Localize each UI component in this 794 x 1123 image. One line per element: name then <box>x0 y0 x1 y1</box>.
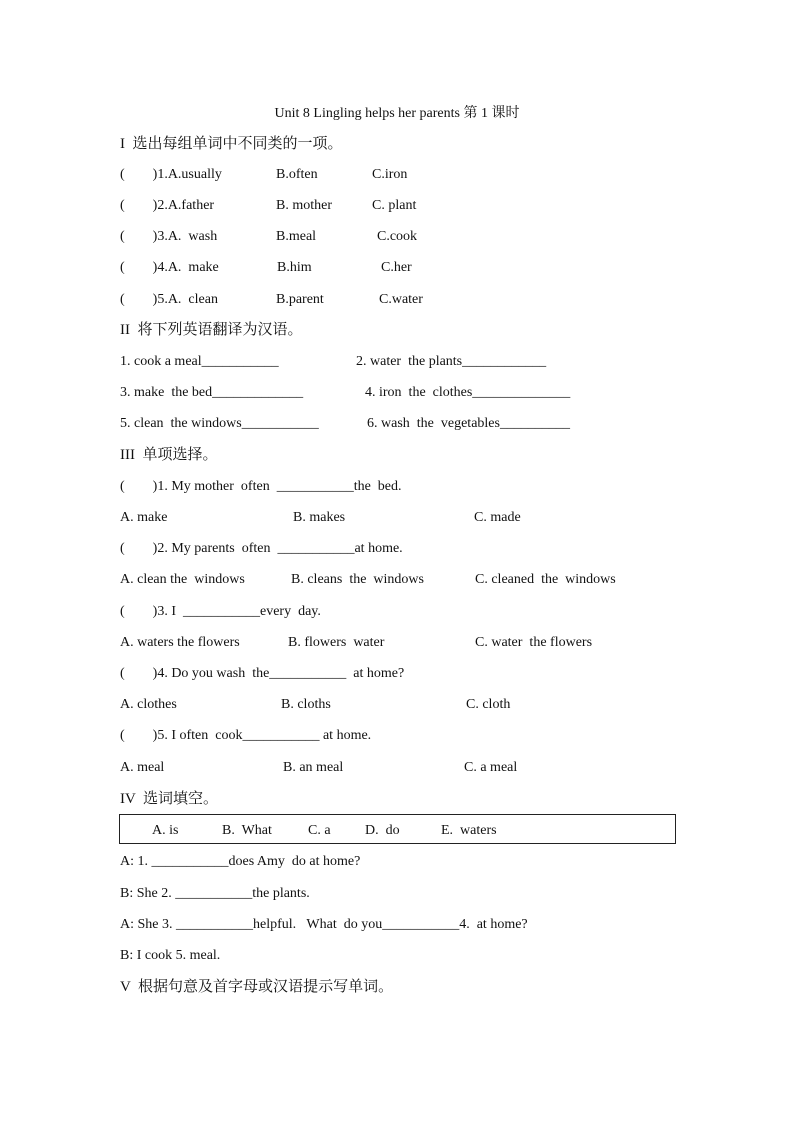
s3-q5-option-b: B. an meal <box>283 760 344 775</box>
s3-q1-stem: ( )1. My mother often ___________the bed. <box>120 479 402 494</box>
word-bank-option-d: D. do <box>365 823 400 838</box>
s3-q4-stem: ( )4. Do you wash the___________ at home? <box>120 666 405 681</box>
s3-q2-stem: ( )2. My parents often ___________at home. <box>120 541 403 556</box>
s3-q1-option-a: A. make <box>120 510 168 525</box>
section1-heading: I 选出每组单词中不同类的一项。 <box>120 136 343 152</box>
s1-item5-a: ( )5.A. clean <box>120 292 218 307</box>
s1-item1-a: ( )1.A.usually <box>120 167 222 182</box>
s3-q4-option-a: A. clothes <box>120 697 177 712</box>
s1-item2-c: C. plant <box>372 198 417 213</box>
s1-item3-c: C.cook <box>377 229 418 244</box>
s3-q2-option-c: C. cleaned the windows <box>475 572 616 587</box>
s1-item4-a: ( )4.A. make <box>120 260 219 275</box>
s1-item5-b: B.parent <box>276 292 324 307</box>
s3-q2-option-a: A. clean the windows <box>120 572 245 587</box>
s3-q5-option-c: C. a meal <box>464 760 518 775</box>
s1-item4-b: B.him <box>277 260 312 275</box>
s4-line2: B: She 2. ___________the plants. <box>120 886 310 901</box>
s3-q3-option-a: A. waters the flowers <box>120 635 240 650</box>
section3-heading: III 单项选择。 <box>120 447 218 463</box>
s4-line1: A: 1. ___________does Amy do at home? <box>120 854 361 869</box>
s1-item3-b: B.meal <box>276 229 317 244</box>
s3-q4-option-c: C. cloth <box>466 697 511 712</box>
s1-item2-a: ( )2.A.father <box>120 198 215 213</box>
s1-item2-b: B. mother <box>276 198 332 213</box>
page-title: Unit 8 Lingling helps her parents 第 1 课时 <box>274 106 520 121</box>
s3-q5-stem: ( )5. I often cook___________ at home. <box>120 728 372 743</box>
s3-q3-option-b: B. flowers water <box>288 635 385 650</box>
section4-heading: IV 选词填空。 <box>120 791 219 807</box>
s2-row1-right: 2. water the plants____________ <box>356 354 547 369</box>
s1-item1-b: B.often <box>276 167 318 182</box>
section5-heading: V 根据句意及首字母或汉语提示写单词。 <box>120 979 394 995</box>
s2-row2-left: 3. make the bed_____________ <box>120 385 304 400</box>
s3-q2-option-b: B. cleans the windows <box>291 572 424 587</box>
s4-line4: B: I cook 5. meal. <box>120 948 221 963</box>
s2-row1-left: 1. cook a meal___________ <box>120 354 279 369</box>
s3-q1-option-b: B. makes <box>293 510 346 525</box>
s2-row3-left: 5. clean the windows___________ <box>120 416 319 431</box>
section2-heading: II 将下列英语翻译为汉语。 <box>120 322 303 338</box>
word-bank-option-e: E. waters <box>441 823 497 838</box>
s1-item3-a: ( )3.A. wash <box>120 229 218 244</box>
word-bank-option-a: A. is <box>152 823 179 838</box>
s4-line3: A: She 3. ___________helpful. What do you___________4. at home? <box>120 917 528 932</box>
s3-q5-option-a: A. meal <box>120 760 165 775</box>
s2-row2-right: 4. iron the clothes______________ <box>365 385 571 400</box>
word-bank-option-c: C. a <box>308 823 331 838</box>
s3-q1-option-c: C. made <box>474 510 521 525</box>
s1-item4-c: C.her <box>381 260 412 275</box>
s2-row3-right: 6. wash the vegetables__________ <box>367 416 570 431</box>
s1-item1-c: C.iron <box>372 167 408 182</box>
s3-q3-stem: ( )3. I ___________every day. <box>120 604 321 619</box>
s1-item5-c: C.water <box>379 292 423 307</box>
word-bank-option-b: B. What <box>222 823 272 838</box>
s3-q4-option-b: B. cloths <box>281 697 331 712</box>
s3-q3-option-c: C. water the flowers <box>475 635 593 650</box>
